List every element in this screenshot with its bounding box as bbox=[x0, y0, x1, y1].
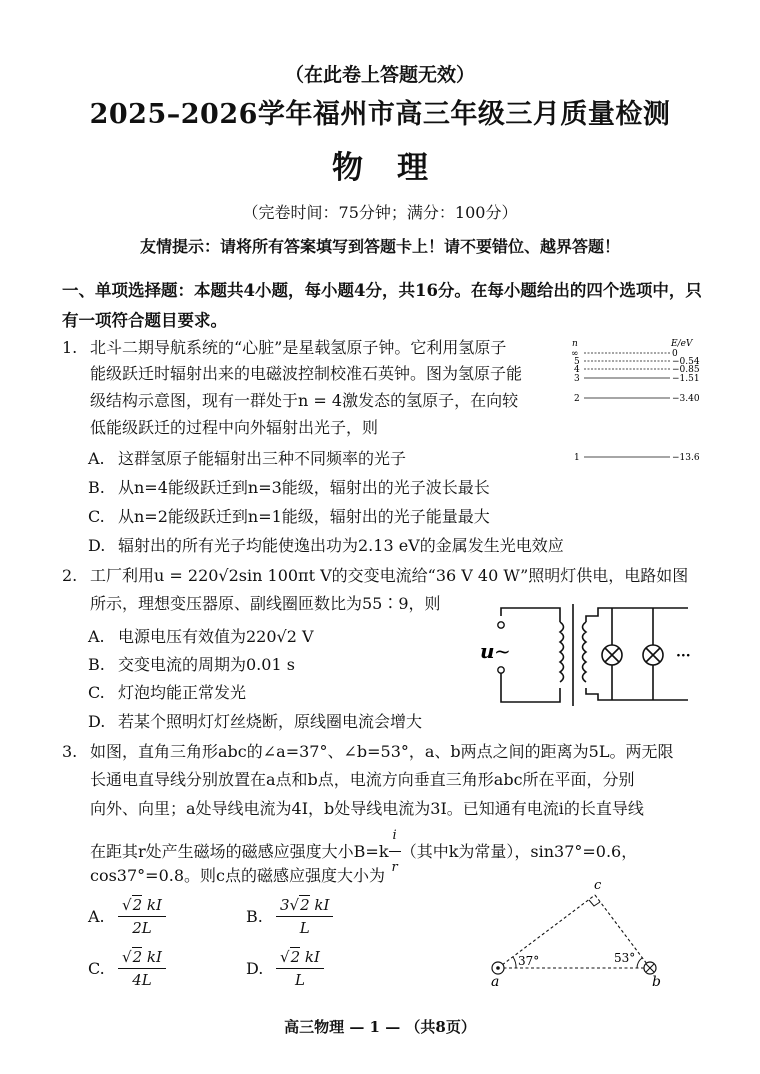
level-energy: −0.85 bbox=[672, 365, 700, 375]
radicand: 2 bbox=[132, 948, 143, 966]
radicand: 2 bbox=[132, 896, 143, 914]
exam-time-info: （完卷时间：75分钟；满分：100分） bbox=[242, 203, 518, 222]
fraction-denominator: L bbox=[294, 971, 305, 989]
q2-line: 所示，理想变压器原、副线圈匝数比为55∶9，则 bbox=[90, 594, 441, 613]
fraction-numerator: i bbox=[389, 822, 401, 852]
page-footer: 高三物理 — 1 — （共8页） bbox=[284, 1018, 476, 1036]
numerator-tail: kI bbox=[309, 896, 330, 914]
option-fraction: $\frac{√2 kI}{2L}$ bbox=[118, 896, 166, 937]
terminal-icon bbox=[498, 622, 504, 628]
q1-line: 低能级跃迁的过程中向外辐射出光子，则 bbox=[90, 418, 379, 437]
level-n: 4 bbox=[574, 365, 580, 375]
option-fraction: $\frac{√2 kI}{4L}$ bbox=[118, 948, 166, 989]
option-label: D. bbox=[88, 536, 106, 555]
source-voltage-label: u bbox=[480, 639, 495, 663]
radicand: 2 bbox=[300, 896, 310, 914]
option-text: 电源电压有效值为220√2 V bbox=[118, 627, 314, 646]
no-answer-note: （在此卷上答题无效） bbox=[284, 64, 475, 86]
option-label: A. bbox=[88, 627, 105, 646]
option-label: C. bbox=[88, 959, 105, 978]
q1-option-c bbox=[88, 504, 490, 527]
transformer-circuit-diagram bbox=[472, 596, 708, 720]
q3-line: 如图，直角三角形abc的∠a=37°、∠b=53°，a、b两点之间的距离为5L。两无限 bbox=[90, 742, 674, 761]
q1-line: 北斗二期导航系统的“心脏”是星载氢原子钟。它利用氢原子 bbox=[90, 338, 507, 357]
option-label: D. bbox=[88, 712, 106, 731]
fraction-denominator: r bbox=[391, 860, 398, 875]
level-n: ∞ bbox=[571, 349, 579, 359]
formula-text: 在距其r处产生磁场的磁感应强度大小B=k bbox=[90, 842, 389, 861]
q3-option-a bbox=[88, 896, 166, 937]
angle-b-label: 53° bbox=[614, 951, 636, 965]
option-fraction: $\frac{3√2 kI}{L}$ bbox=[276, 896, 333, 937]
q2-number: 2. bbox=[62, 566, 78, 585]
q1-line: 级结构示意图，现有一群处于n = 4激发态的氢原子，在向较 bbox=[90, 391, 519, 410]
q3-line: 长通电直导线分别放置在a点和b点，电流方向垂直三角形abc所在平面，分别 bbox=[90, 770, 635, 789]
q1-option-d bbox=[88, 533, 564, 556]
energy-level-diagram bbox=[568, 336, 708, 468]
option-label: C. bbox=[88, 683, 105, 702]
angle-arc-b bbox=[637, 958, 642, 968]
level-energy: −3.40 bbox=[672, 394, 700, 404]
option-text: 从n=2能级跃迁到n=1能级，辐射出的光子能量最大 bbox=[118, 507, 490, 526]
angle-arc-a bbox=[513, 957, 516, 968]
point-b-label: b bbox=[652, 974, 661, 988]
q2-line: 工厂利用u = 220√2sin 100πt V的交变电流给“36 V 40 W”照明灯供电，电路如图 bbox=[90, 566, 689, 585]
q3-option-c bbox=[88, 948, 166, 989]
option-fraction: $\frac{√2 kI}{L}$ bbox=[276, 948, 324, 989]
secondary-wire bbox=[586, 688, 688, 700]
option-text: 交变电流的周期为0.01 s bbox=[118, 655, 295, 674]
q1-option-b bbox=[88, 475, 490, 498]
triangle-diagram bbox=[482, 876, 672, 988]
q1-option-a bbox=[88, 446, 406, 469]
angle-a-label: 37° bbox=[518, 954, 540, 968]
energy-axis-label: E/eV bbox=[671, 339, 693, 349]
primary-wire bbox=[501, 670, 560, 702]
level-n: 5 bbox=[574, 357, 580, 367]
option-text: 若某个照明灯灯丝烧断，原线圈电流会增大 bbox=[118, 712, 423, 731]
subject-title: 物理 bbox=[332, 150, 462, 186]
q3-option-d bbox=[246, 948, 324, 989]
level-energy: −0.54 bbox=[672, 357, 700, 367]
point-c-label: c bbox=[594, 878, 602, 893]
option-label: B. bbox=[246, 907, 263, 926]
q3-line: 向外、向里；a处导线电流为4I，b处导线电流为3I。已知通有电流i的长直导线 bbox=[90, 799, 644, 818]
level-n: 3 bbox=[574, 374, 580, 384]
secondary-coil bbox=[583, 622, 587, 682]
q3-number: 3. bbox=[62, 742, 78, 761]
level-energy: 0 bbox=[672, 349, 678, 359]
fraction-denominator: 4L bbox=[132, 971, 152, 989]
exam-title: 2025–2026学年福州市高三年级三月质量检测 bbox=[89, 99, 671, 130]
more-lamps-ellipsis: ··· bbox=[676, 648, 691, 664]
primary-coil bbox=[560, 622, 564, 682]
q3-option-b bbox=[246, 896, 333, 937]
ac-source-symbol: ~ bbox=[494, 639, 511, 663]
q3-line: cos37°=0.8。则c点的磁感应强度大小为 bbox=[90, 866, 385, 885]
current-out-dot bbox=[496, 966, 500, 970]
q1-number: 1. bbox=[62, 338, 78, 357]
numerator-tail: kI bbox=[300, 948, 320, 966]
n-axis-label: n bbox=[572, 339, 578, 349]
numerator-tail: kI bbox=[142, 896, 162, 914]
option-label: D. bbox=[246, 959, 264, 978]
primary-wire bbox=[501, 608, 560, 622]
coef: 3 bbox=[280, 896, 290, 914]
option-text: 辐射出的所有光子均能使逸出功为2.13 eV的金属发生光电效应 bbox=[118, 536, 564, 555]
option-text: 这群氢原子能辐射出三种不同频率的光子 bbox=[118, 449, 407, 468]
point-a-label: a bbox=[491, 974, 500, 988]
friendly-tip: 友情提示：请将所有答案填写到答题卡上！请不要错位、越界答题！ bbox=[139, 237, 620, 256]
formula-text: （其中k为常量），sin37°=0.6， bbox=[400, 842, 638, 861]
formula-fraction bbox=[389, 822, 401, 881]
option-label: A. bbox=[88, 907, 105, 926]
option-label: C. bbox=[88, 507, 105, 526]
q2-option-b bbox=[88, 652, 295, 675]
section-heading: 一、单项选择题：本题共4小题，每小题4分，共16分。在每小题给出的四个选项中，只有一项符合题目要求。 bbox=[62, 281, 702, 330]
level-n: 2 bbox=[574, 394, 580, 404]
numerator-tail: kI bbox=[142, 948, 162, 966]
option-label: A. bbox=[88, 449, 105, 468]
radicand: 2 bbox=[290, 948, 301, 966]
terminal-icon bbox=[498, 667, 504, 673]
fraction-denominator: L bbox=[299, 919, 310, 937]
option-label: B. bbox=[88, 655, 105, 674]
right-angle-mark bbox=[589, 900, 600, 906]
level-energy: −13.6 bbox=[672, 453, 700, 463]
secondary-wire bbox=[586, 608, 688, 622]
level-n: 1 bbox=[574, 453, 580, 463]
q2-option-c bbox=[88, 680, 246, 703]
fraction-denominator: 2L bbox=[132, 919, 152, 937]
option-label: B. bbox=[88, 478, 105, 497]
q2-option-a bbox=[88, 624, 314, 647]
q1-line: 能级跃迁时辐射出来的电磁波控制校准石英钟。图为氢原子能 bbox=[90, 364, 523, 383]
option-text: 从n=4能级跃迁到n=3能级，辐射出的光子波长最长 bbox=[118, 478, 490, 497]
q2-option-d bbox=[88, 709, 422, 732]
side-ac bbox=[498, 895, 595, 968]
level-energy: −1.51 bbox=[672, 374, 700, 384]
option-text: 灯泡均能正常发光 bbox=[118, 683, 247, 702]
